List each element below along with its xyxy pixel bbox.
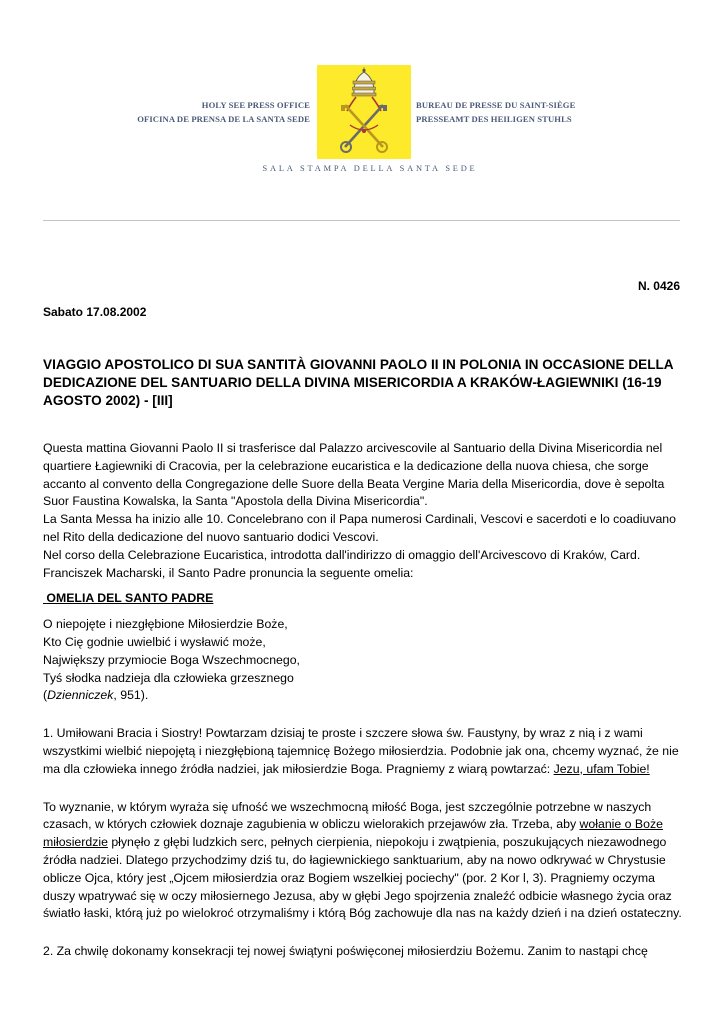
- homily-heading-text: OMELIA DEL SANTO PADRE: [46, 591, 214, 606]
- bulletin-number: N. 0426: [637, 279, 680, 293]
- homily-paragraph-2: [43, 799, 683, 924]
- bulletin-content: [43, 440, 683, 961]
- header-right-text: [416, 98, 575, 126]
- intro-paragraph-2: La Santa Messa ha inizio alle 10. Concelebrano con il Papa numerosi Cardinali, Vescovi e sacerdoti e lo coadiuvano nel Rito della dedicazione del nuovo santuario dodici Vescovi.: [43, 512, 676, 544]
- intro-paragraph-3: Nel corso della Celebrazione Eucaristica, introdotta dall'indirizzo di omaggio dell'Arcivescovo di Kraków, Card. Franciszek Macharski, il Santo Padre pronuncia la seguente omelia:: [43, 547, 641, 580]
- press-office-header: [0, 0, 724, 230]
- paragraph-1-text: 1. Umiłowani Bracia i Siostry! Powtarzam dzisiaj te proste i szczere słowa św. Faustyny, by wraz z nią i z wami wszystkimi wielbić niepojętą i niezgłębioną tajemnicę Bożego miłosierdzia. Podobnie jak ona, chcemy wyznać, że nie ma dla człowieka innego źródła nadziei, jak miłosierdzie Boga. Pragniemy z wiarą powtarzać:: [43, 726, 679, 776]
- paragraph-2-text-after: płynęło z głębi ludzkich serc, pełnych cierpienia, niepokoju i zwątpienia, poszukujących niezawodnego źródła nadziei. Dlatego przychodzimy dziś tu, do łagiewnickiego sanktuarium, aby na nowo odkrywać w Chrystusie oblicze Ojca, który jest „Ojcem miłosierdzia oraz Bogiem wszelkiej pociechy" (por. 2 Kor l, 3). Pragniemy oczyma duszy wpatrywać się w oczy miłosiernego Jezusa, aby w głębi Jego spojrzenia znaleźć odbicie własnego życia oraz światło łaski, którą już po wielokroć otrzymaliśmy i którą Bóg zachowuje dla nas na każdy dzień i na dzień ostateczny.: [43, 835, 682, 921]
- poem-line-4: Tyś słodka nadzieja dla człowieka grzesznego: [43, 670, 294, 685]
- poem-citation: Dzienniczek: [47, 688, 114, 703]
- homily-heading: [43, 590, 683, 608]
- poem-line-2: Kto Cię godnie uwielbić i wysławić może,: [43, 634, 266, 649]
- poem-open-paren: (: [43, 688, 48, 703]
- emblem-svg: [317, 65, 411, 159]
- poem-line-3: Największy przymiocie Boga Wszechmocnego,: [43, 652, 300, 667]
- poem-line-1: O niepojęte i niezgłębione Miłosierdzie Boże,: [43, 617, 288, 632]
- paragraph-2-text-before: To wyznanie, w którym wyraża się ufność we wszechmocną miłość Boga, jest szczególnie potrzebne w naszych czasach, w których człowiek doznaje zagubienia w obliczu wielorakich przejawów zła. Trzeba, aby: [43, 799, 652, 832]
- poem-citation-rest: , 951).: [113, 688, 149, 703]
- header-left-line1: HOLY SEE PRESS OFFICE: [201, 100, 310, 110]
- intro-paragraph-1: Questa mattina Giovanni Paolo II si trasferisce dal Palazzo arcivescovile al Santuario della Divina Misericordia nel quartiere Łagiewniki di Cracovia, per la celebrazione eucaristica e la dedicazione della nuova chiesa, che sorge accanto al convento della Congregazione delle Suore della Beata Vergine Maria della Misericordia, dove è sepolta Suor Faustina Kowalska, la Santa "Apostola della Divina Misericordia".: [43, 441, 665, 509]
- header-subtitle: SALA STAMPA DELLA SANTA SEDE: [262, 164, 478, 173]
- header-left-line2: OFICINA DE PRENSA DE LA SANTA SEDE: [137, 114, 310, 124]
- homily-paragraph-1: [43, 725, 683, 778]
- homily-paragraph-3: 2. Za chwilę dokonamy konsekracji tej nowej świątyni poświęconej miłosierdziu Bożemu. Zanim to nastąpi chcę: [43, 944, 648, 959]
- jezu-ufam-tobie-link[interactable]: Jezu, ufam Tobie!: [553, 761, 650, 776]
- bulletin-title: VIAGGIO APOSTOLICO DI SUA SANTITÀ GIOVANNI PAOLO II IN POLONIA IN OCCASIONE DELLA DEDICAZIONE DEL SANTUARIO DELLA DIVINA MISERICORDIA A KRAKÓW-ŁAGIEWNIKI (16-19 AGOSTO 2002) - [III]: [43, 357, 674, 408]
- header-divider: [43, 220, 680, 221]
- header-right-line1: BUREAU DE PRESSE DU SAINT-SIÈGE: [416, 100, 576, 110]
- poem-line-5: [43, 687, 683, 705]
- header-left-text: [137, 98, 310, 126]
- homily-poem: [43, 616, 683, 705]
- header-right-line2: PRESSEAMT DES HEILIGEN STUHLS: [416, 114, 572, 124]
- wolanie-o-boze-milosierdzie-link[interactable]: wołanie o Boże miłosierdzie: [43, 817, 663, 850]
- papal-keys-emblem-icon: [317, 65, 411, 159]
- bulletin-date: Sabato 17.08.2002: [43, 305, 147, 319]
